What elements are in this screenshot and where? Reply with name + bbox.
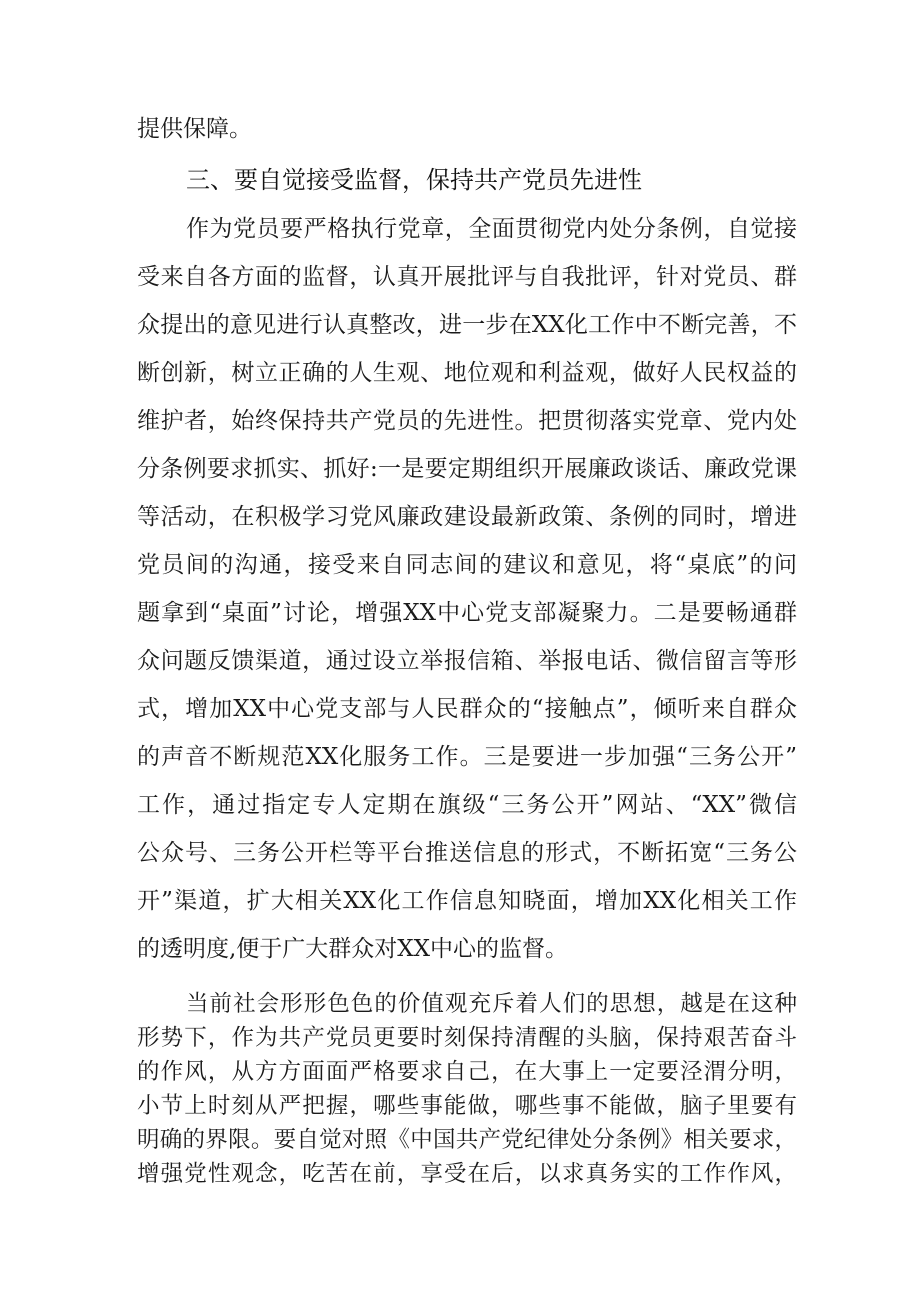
paragraph-line: 增强党性观念，吃苦在前，享受在后，以求真务实的工作作风， [137, 1161, 797, 1187]
paragraph-line: 开”渠道，扩大相关XX化工作信息知晓面，增加XX化相关工作 [137, 888, 797, 914]
paragraph-line: 明确的界限。要自觉对照《中国共产党纪律处分条例》相关要求， [137, 1127, 797, 1153]
paragraph-line: 公众号、三务公开栏等平台推送信息的形式，不断拓宽“三务公 [137, 840, 797, 866]
paragraph-line: 式，增加XX中心党支部与人民群众的“接触点”，倾听来自群众 [137, 696, 797, 722]
paragraph-line: 当前社会形形色色的价值观充斥着人们的思想，越是在这种 [186, 991, 797, 1017]
paragraph-line: 众问题反馈渠道，通过设立举报信箱、举报电话、微信留言等形 [137, 648, 797, 674]
paragraph-line: 党员间的沟通，接受来自同志间的建议和意见，将“桌底”的问 [137, 552, 797, 578]
paragraph-line: 等活动，在积极学习党风廉政建设最新政策、条例的同时，增进 [137, 504, 797, 530]
paragraph-line: 作为党员要严格执行党章，全面贯彻党内处分条例，自觉接 [186, 216, 797, 242]
paragraph-line: 受来自各方面的监督，认真开展批评与自我批评，针对党员、群 [137, 264, 797, 290]
paragraph-line: 的作风，从方方面面严格要求自己，在大事上一定要泾渭分明， [137, 1059, 797, 1085]
paragraph-line: 工作，通过指定专人定期在旗级“三务公开”网站、“XX”微信 [137, 792, 797, 818]
paragraph-line: 小节上时刻从严把握，哪些事能做，哪些事不能做，脑子里要有 [137, 1093, 797, 1119]
section-heading: 三、要自觉接受监督，保持共产党员先进性 [186, 166, 642, 194]
paragraph-line: 维护者，始终保持共产党员的先进性。把贯彻落实党章、党内处 [137, 408, 797, 434]
paragraph-line: 断创新，树立正确的人生观、地位观和利益观，做好人民权益的 [137, 360, 797, 386]
paragraph-line: 题拿到“桌面”讨论，增强XX中心党支部凝聚力。二是要畅通群 [137, 600, 797, 626]
opening-tail-text: 提供保障。 [137, 116, 252, 142]
paragraph-line: 形势下，作为共产党员更要时刻保持清醒的头脑，保持艰苦奋斗 [137, 1025, 797, 1051]
paragraph-line: 众提出的意见进行认真整改，进一步在XX化工作中不断完善，不 [137, 312, 797, 338]
paragraph-line: 的透明度,便于广大群众对XX中心的监督。 [137, 936, 569, 962]
paragraph-line: 的声音不断规范XX化服务工作。三是要进一步加强“三务公开” [137, 744, 797, 770]
paragraph-line: 分条例要求抓实、抓好:一是要定期组织开展廉政谈话、廉政党课 [137, 456, 797, 482]
